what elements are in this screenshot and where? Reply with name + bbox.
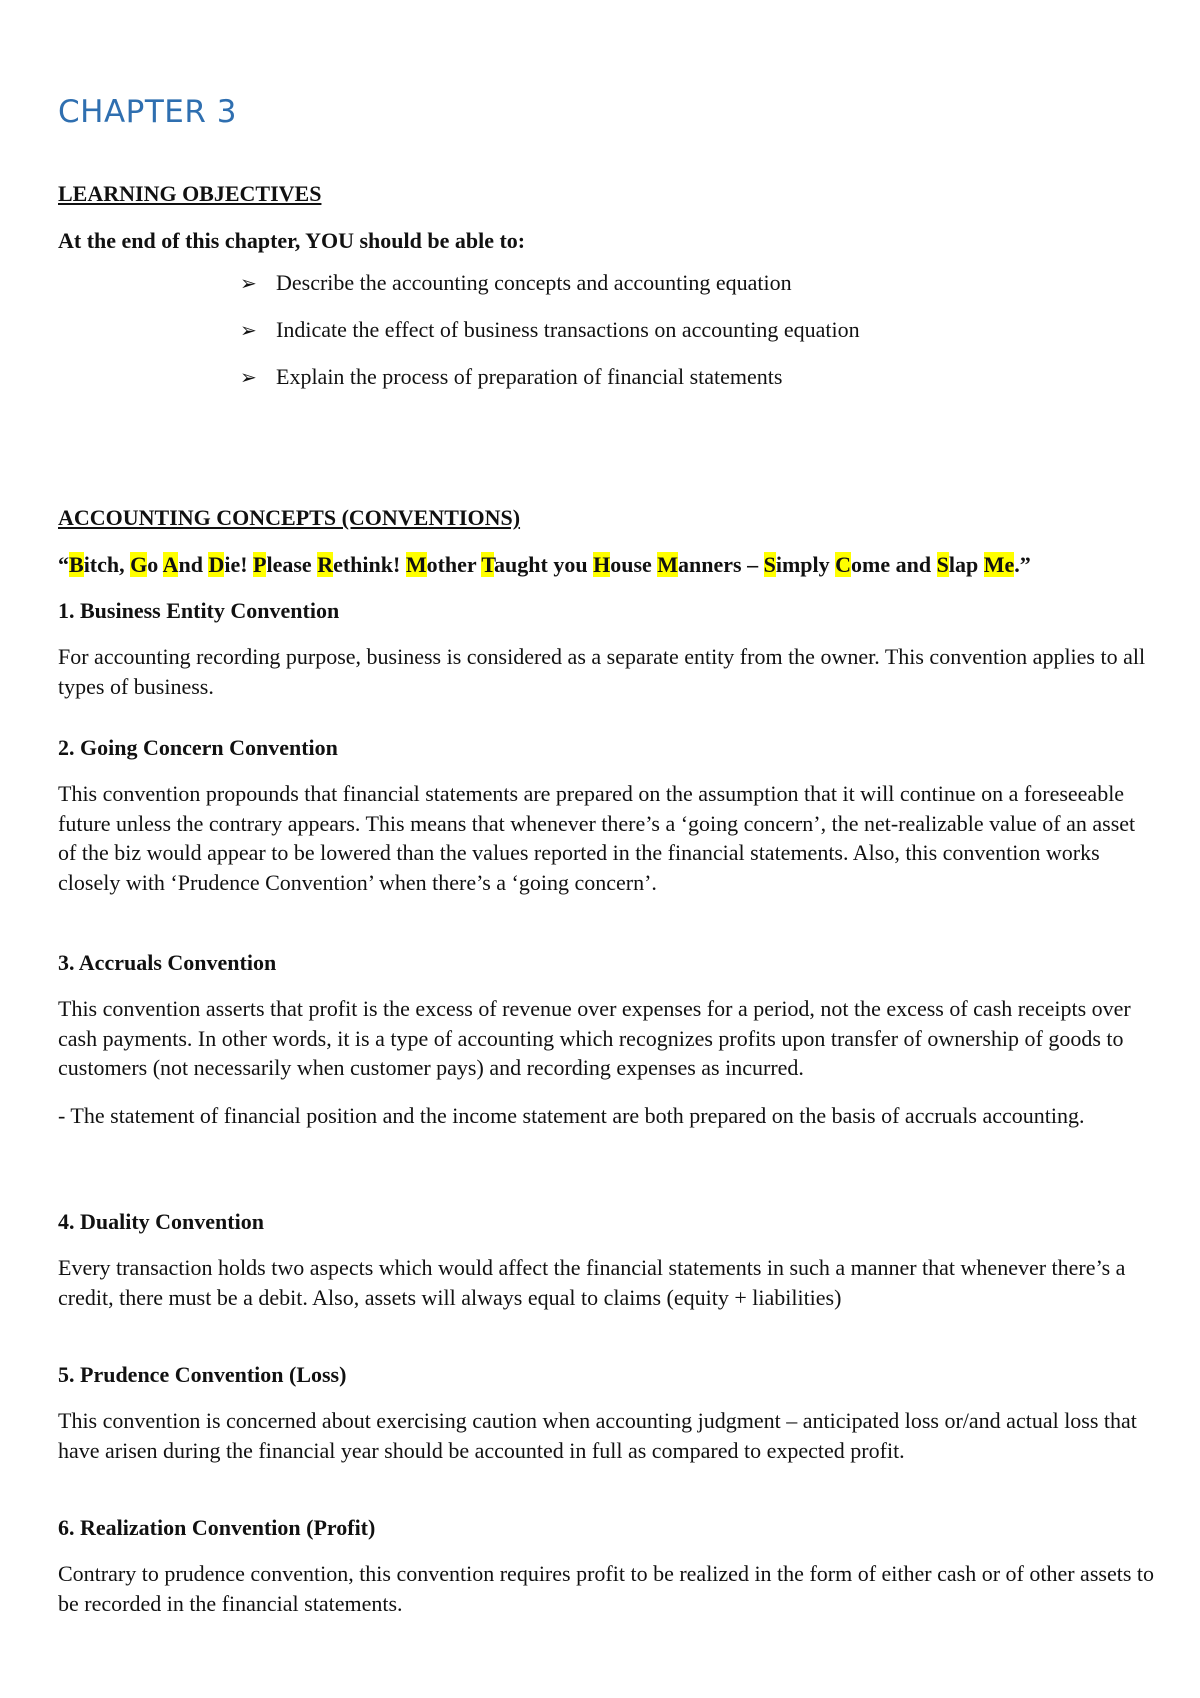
mnemonic-highlight: M <box>657 552 679 577</box>
objective-text: Indicate the effect of business transactions on accounting equation <box>276 317 860 342</box>
arrow-bullet-icon: ➢ <box>240 367 257 389</box>
objective-text: Explain the process of preparation of financial statements <box>276 364 783 389</box>
mnemonic-highlight: A <box>162 552 179 577</box>
mnemonic-quote <box>58 552 1031 578</box>
section-paragraph: Contrary to prudence convention, this convention requires profit to be realized in the form of either cash or of other assets to be recorded in the financial statements. <box>58 1561 1154 1616</box>
section-title: 1. Business Entity Convention <box>58 598 340 623</box>
mnemonic-highlight: M <box>983 552 1005 577</box>
mnemonic-text: “ <box>58 552 69 577</box>
section-paragraph: - The statement of financial position and the income statement are both prepared on the basis of accruals accounting. <box>58 1103 1085 1128</box>
mnemonic-text: anners – <box>678 552 764 577</box>
section-title: 2. Going Concern Convention <box>58 735 338 760</box>
objective-item <box>240 270 860 317</box>
mnemonic-highlight: R <box>317 552 334 577</box>
mnemonic-text: other <box>426 552 482 577</box>
mnemonic-text: ome and <box>851 552 937 577</box>
mnemonic-text: lap <box>948 552 984 577</box>
arrow-bullet-icon: ➢ <box>240 273 257 295</box>
objective-text: Describe the accounting concepts and accounting equation <box>276 270 792 295</box>
mnemonic-text: itch, <box>83 552 131 577</box>
mnemonic-highlight: S <box>936 552 949 577</box>
mnemonic-highlight: e <box>1004 552 1015 577</box>
learning-objectives-intro: At the end of this chapter, YOU should be able to: <box>58 228 526 253</box>
section-title: 4. Duality Convention <box>58 1209 264 1234</box>
section-paragraph: Every transaction holds two aspects which would affect the financial statements in such a manner that whenever there’s a credit, there must be a debit. Also, assets will always equal to claims (equity + liabilities) <box>58 1255 1126 1310</box>
objective-item <box>240 317 860 364</box>
mnemonic-highlight: C <box>835 552 852 577</box>
mnemonic-highlight: B <box>69 552 84 577</box>
section-paragraph: This convention propounds that financial statements are prepared on the assumption that it will continue on a foreseeable future unless the contrary appears. This means that whenever there’s a ‘going concern’, the net-realizable value of an asset of the biz would appear to be lowered than the values reported in the financial statements. Also, this convention works closely with ‘Prudence Convention’ when there’s a ‘going concern’. <box>58 781 1136 895</box>
section-title: 5. Prudence Convention (Loss) <box>58 1362 347 1387</box>
arrow-bullet-icon: ➢ <box>240 320 257 342</box>
mnemonic-highlight: P <box>253 552 267 577</box>
objective-item <box>240 364 860 411</box>
mnemonic-highlight: M <box>405 552 427 577</box>
chapter-title: CHAPTER 3 <box>58 94 237 130</box>
concepts-heading: ACCOUNTING CONCEPTS (CONVENTIONS) <box>58 505 521 530</box>
section-title: 6. Realization Convention (Profit) <box>58 1515 376 1540</box>
mnemonic-text: nd <box>178 552 209 577</box>
objectives-list <box>240 270 860 411</box>
mnemonic-highlight: G <box>130 552 148 577</box>
mnemonic-highlight: D <box>208 552 225 577</box>
mnemonic-text: ie! <box>224 552 254 577</box>
mnemonic-highlight: T <box>481 552 495 577</box>
learning-objectives-heading: LEARNING OBJECTIVES <box>58 181 322 206</box>
mnemonic-highlight: S <box>763 552 776 577</box>
section-paragraph: This convention is concerned about exercising caution when accounting judgment – anticipated loss or/and actual loss that have arisen during the financial year should be accounted in full as compared to expected profit. <box>58 1408 1137 1463</box>
mnemonic-text: lease <box>266 552 318 577</box>
mnemonic-text: o <box>147 552 159 577</box>
mnemonic-text: .” <box>1014 552 1031 577</box>
mnemonic-text: aught you <box>494 552 594 577</box>
mnemonic-text <box>158 552 162 577</box>
section-paragraph: This convention asserts that profit is the excess of revenue over expenses for a period, not the excess of cash receipts over cash payments. In other words, it is a type of accounting which recognizes profits upon transfer of ownership of goods to customers (not necessarily when customer pays) and recording expenses as incurred. <box>58 996 1131 1080</box>
section-title: 3. Accruals Convention <box>58 950 277 975</box>
mnemonic-text: ethink! <box>333 552 406 577</box>
mnemonic-text: imply <box>775 552 836 577</box>
mnemonic-text: ouse <box>610 552 658 577</box>
mnemonic-highlight: H <box>593 552 611 577</box>
section-paragraph: For accounting recording purpose, business is considered as a separate entity from the owner. This convention applies to all types of business. <box>58 644 1146 699</box>
